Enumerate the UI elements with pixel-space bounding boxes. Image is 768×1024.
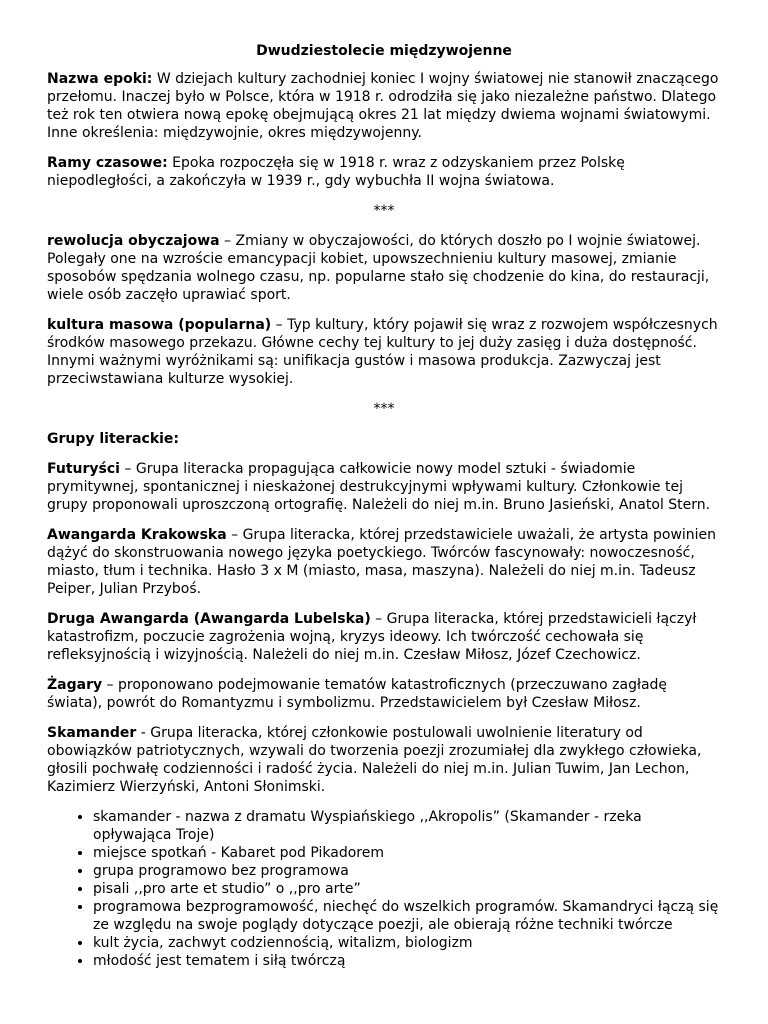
paragraph-moral-revolution	[47, 232, 721, 304]
term-label: Ramy czasowe:	[47, 155, 168, 171]
list-item: • kult życia, zachwyt codziennością, witalizm, biologizm	[93, 934, 721, 952]
section-separator: ***	[373, 401, 395, 417]
paragraph-time-frame	[47, 154, 721, 190]
term-label: Żagary	[47, 677, 103, 693]
term-label: Skamander	[47, 725, 137, 741]
paragraph-text: Epoka rozpoczęła się w 1918 r. wraz z odzyskaniem przez Polskę niepodległości, a zakończyła w 1939 r., gdy wybuchła II wojna światowa.	[47, 155, 625, 189]
list-item: • miejsce spotkań - Kabaret pod Pikadorem	[93, 844, 721, 862]
paragraph-mass-culture	[47, 316, 721, 388]
paragraph-group-second-avant-garde	[47, 610, 721, 664]
list-item: • grupa programowo bez programowa	[93, 862, 721, 880]
list-item: • pisali ,,pro arte et studio” o ,,pro arte”	[93, 880, 721, 898]
list-item: • programowa bezprogramowość, niechęć do wszelkich programów. Skamandryci łączą się ze względu na swoje poglądy dotyczące poezji, ale obierają różne techniki twórcze	[93, 898, 721, 934]
paragraph-text: – Zmiany w obyczajowości, do których doszło po I wojnie światowej. Polegały one na wzroście emancypacji kobiet, upowszechnieniu kultury masowej, zmianie sposobów spędzania wolnego czasu, np. popularne stało się chodzenie do kina, do restauracji, wiele osób zaczęło uprawiać sport.	[47, 233, 710, 303]
term-label: kultura masowa (popularna)	[47, 317, 272, 333]
term-label: rewolucja obyczajowa	[47, 233, 220, 249]
paragraph-text: – Grupa literacka, której przedstawiciele uważali, że artysta powinien dążyć do skonstruowania nowego języka poetyckiego. Twórców fascynowały: nowoczesność, miasto, tłum i technika. Hasło 3 x M (miasto, masa, maszyna). Należeli do niej m.in. Tadeusz Peiper, Julian Przyboś.	[47, 527, 717, 597]
term-label: Awangarda Krakowska	[47, 527, 227, 543]
paragraph-group-skamander	[47, 724, 721, 796]
paragraph-text: – proponowano podejmowanie tematów katastroficznych (przeczuwano zagładę świata), powrót do Romantyzmu i symbolizmu. Przedstawicielem był Czesław Miłosz.	[47, 677, 668, 711]
term-label: Druga Awangarda (Awangarda Lubelska)	[47, 611, 371, 627]
paragraph-text: W dziejach kultury zachodniej koniec I wojny światowej nie stanowił znaczącego przełomu. Inaczej było w Polsce, która w 1918 r. odrodziła się jako niezależne państwo. Dlatego też rok ten otwiera nową epokę obejmującą okres 21 lat między dwiema wojnami światowymi. Inne określenia: międzywojnie, okres międzywojenny.	[47, 71, 719, 141]
document-title: Dwudziestolecie międzywojenne	[256, 43, 512, 59]
paragraph-text: – Typ kultury, który pojawił się wraz z rozwojem współczesnych środków masowego przekazu. Główne cechy tej kultury to jej duży zasięg i duża dostępność. Innymi ważnymi wyróżnikami są: unifikacja gustów i masowa produkcja. Zazwyczaj jest przeciwstawiana kulturze wysokiej.	[47, 317, 718, 387]
section-heading-groups: Grupy literackie:	[47, 431, 180, 447]
paragraph-group-zagary	[47, 676, 721, 712]
paragraph-era-name	[47, 70, 721, 142]
skamander-bullet-list	[47, 808, 721, 970]
list-item: • młodość jest tematem i siłą twórczą	[93, 952, 721, 970]
term-label: Futuryści	[47, 461, 120, 477]
paragraph-group-futurists	[47, 460, 721, 514]
term-label: Nazwa epoki:	[47, 71, 153, 87]
paragraph-text: - Grupa literacka, której członkowie postulowali uwolnienie literatury od obowiązków patriotycznych, wzywali do tworzenia poezji zrozumiałej dla zwykłego człowieka, głosili pochwałę codzienności i radość życia. Należeli do niej m.in. Julian Tuwim, Jan Lechon, Kazimierz Wierzyński, Antoni Słonimski.	[47, 725, 702, 795]
section-separator: ***	[373, 203, 395, 219]
paragraph-group-krakow-avant-garde	[47, 526, 721, 598]
paragraph-text: – Grupa literacka propagująca całkowicie nowy model sztuki - świadomie prymitywnej, spontanicznej i nieskażonej destrukcyjnymi wpływami kultury. Członkowie tej grupy proponowali uproszczoną ortografię. Należeli do niej m.in. Bruno Jasieński, Anatol Stern.	[47, 461, 711, 513]
paragraph-text: – Grupa literacka, której przedstawicieli łączył katastrofizm, poczucie zagrożenia wojną, kryzys ideowy. Ich twórczość cechowała się refleksyjnością i wizyjnością. Należeli do niej m.in. Czesław Miłosz, Józef Czechowicz.	[47, 611, 697, 663]
list-item: • skamander - nazwa z dramatu Wyspiańskiego ,,Akropolis” (Skamander - rzeka opływająca Troje)	[93, 808, 721, 844]
